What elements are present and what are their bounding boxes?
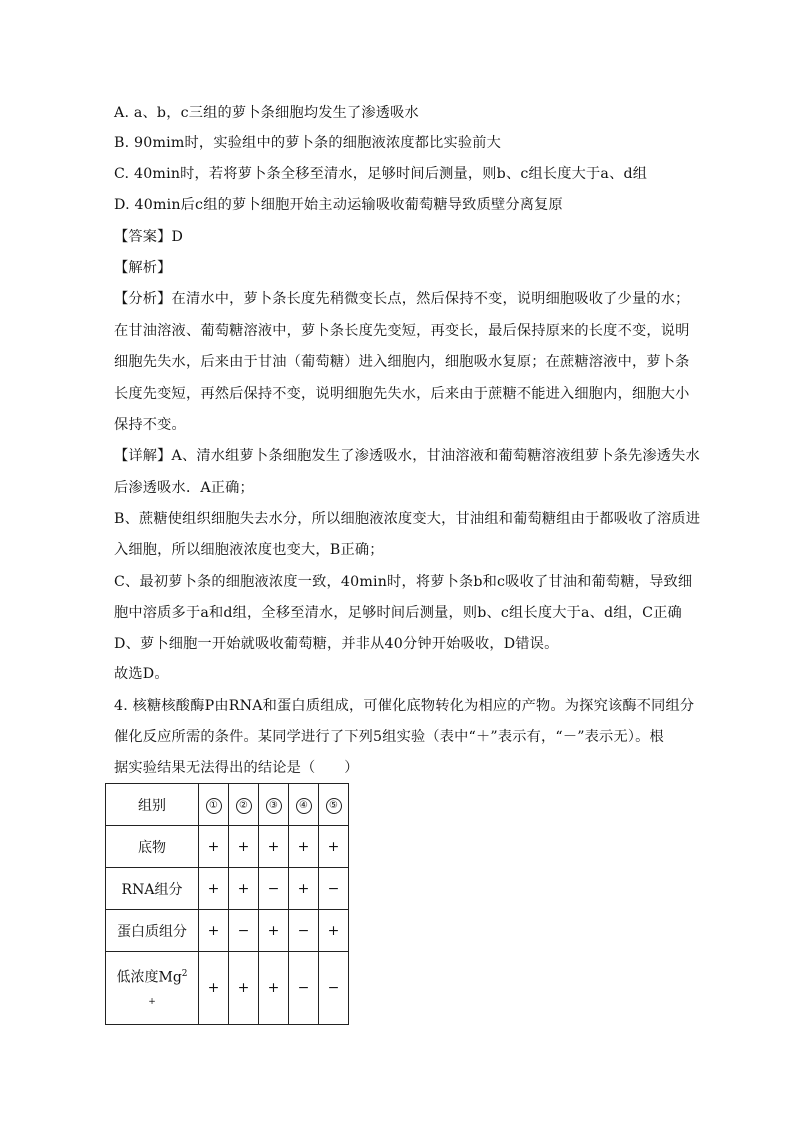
detail-line-6: 胞中溶质多于a和d组，全移至清水，足够时间后测量，则b、c组长度大于a、d组，C正确 [114, 605, 682, 621]
group-number: ⑤ [326, 798, 342, 814]
analysis-line-2: 在甘油溶液、葡萄糖溶液中，萝卜条长度先变短，再变长，最后保持原来的长度不变，说明 [114, 323, 690, 339]
group-number: ② [236, 798, 252, 814]
detail-line-5: C、最初萝卜条的细胞液浓度一致，40min时，将萝卜条b和c吸收了甘油和葡萄糖，导致细 [114, 574, 693, 590]
mg-label [106, 963, 198, 989]
table-row-magnesium [106, 952, 349, 1025]
row-label: 蛋白质组分 [106, 910, 199, 952]
mg-label-superscript: 2 [181, 969, 188, 980]
header-label: 组别 [106, 784, 199, 826]
table-cell: + [319, 826, 349, 868]
table-cell: + [289, 868, 319, 910]
analysis-line-4: 长度先变短，再然后保持不变，说明细胞先失水，后来由于蔗糖不能进入细胞内，细胞大小 [114, 386, 690, 402]
table-cell: + [199, 868, 229, 910]
group-number: ④ [296, 798, 312, 814]
analysis-line-1: 【分析】在清水中，萝卜条长度先稍微变长点，然后保持不变，说明细胞吸收了少量的水； [114, 291, 690, 307]
row-label: 底物 [106, 826, 199, 868]
answer-line: 【答案】D [114, 229, 184, 245]
table-cell: + [199, 910, 229, 952]
table-cell: + [229, 868, 259, 910]
group-5-header [319, 784, 349, 826]
group-1-header [199, 784, 229, 826]
row-label: RNA组分 [106, 868, 199, 910]
table-cell: + [259, 826, 289, 868]
table-row-rna [106, 868, 349, 910]
table-cell: − [289, 952, 319, 1025]
analysis-heading: 【解析】 [114, 260, 172, 276]
table-cell: − [229, 910, 259, 952]
table-cell: + [319, 910, 349, 952]
row-label [106, 952, 199, 1025]
conclusion-line: 故选D。 [114, 666, 169, 682]
table-cell: − [289, 910, 319, 952]
table-cell: + [229, 952, 259, 1025]
experiment-table [105, 783, 349, 1025]
group-2-header [229, 784, 259, 826]
question-4-line-2: 催化反应所需的条件。某同学进行了下列5组实验（表中“＋”表示有，“－”表示无）。根 [114, 729, 664, 745]
option-b: B. 90mim时，实验组中的萝卜条的细胞液浓度都比实验前大 [114, 135, 502, 151]
option-d: D. 40min后c组的萝卜细胞开始主动运输吸收葡萄糖导致质壁分离复原 [114, 197, 563, 213]
table-row-protein [106, 910, 349, 952]
table-cell: + [229, 826, 259, 868]
table-cell: + [259, 910, 289, 952]
detail-line-3: B、蔗糖使组织细胞失去水分，所以细胞液浓度变大，甘油组和葡萄糖组由于都吸收了溶质进 [114, 511, 701, 527]
table-cell: + [289, 826, 319, 868]
group-4-header [289, 784, 319, 826]
mg-label-main: 低浓度Mg [116, 969, 182, 986]
detail-line-7: D、萝卜细胞一开始就吸收葡萄糖，并非从40分钟开始吸收，D错误。 [114, 636, 559, 652]
option-a: A. a、b，c三组的萝卜条细胞均发生了渗透吸水 [114, 105, 419, 121]
option-c: C. 40min时，若将萝卜条全移至清水，足够时间后测量，则b、c组长度大于a、d组 [114, 166, 648, 182]
detail-line-1: 【详解】A、清水组萝卜条细胞发生了渗透吸水，甘油溶液和葡萄糖溶液组萝卜条先渗透失水 [114, 448, 700, 464]
table-cell: − [319, 952, 349, 1025]
analysis-line-3: 细胞先失水，后来由于甘油（葡萄糖）进入细胞内，细胞吸水复原；在蔗糖溶液中，萝卜条 [114, 354, 690, 370]
analysis-line-5: 保持不变。 [114, 417, 186, 433]
detail-line-4: 入细胞，所以细胞液浓度也变大，B正确； [114, 542, 384, 558]
question-4-line-1: 4. 核糖核酸酶P由RNA和蛋白质组成，可催化底物转化为相应的产物。为探究该酶不同组分 [114, 698, 695, 714]
mg-label-tail: + [148, 996, 156, 1007]
question-4-line-3: 据实验结果无法得出的结论是（ ） [114, 760, 359, 776]
table-header-row [106, 784, 349, 826]
table-cell: + [259, 952, 289, 1025]
table-row-substrate [106, 826, 349, 868]
detail-line-2: 后渗透吸水．A正确； [114, 480, 254, 496]
table-cell: + [199, 826, 229, 868]
group-number: ① [206, 798, 222, 814]
table-cell: + [199, 952, 229, 1025]
table-cell: − [319, 868, 349, 910]
group-number: ③ [266, 798, 282, 814]
table-cell: − [259, 868, 289, 910]
group-3-header [259, 784, 289, 826]
